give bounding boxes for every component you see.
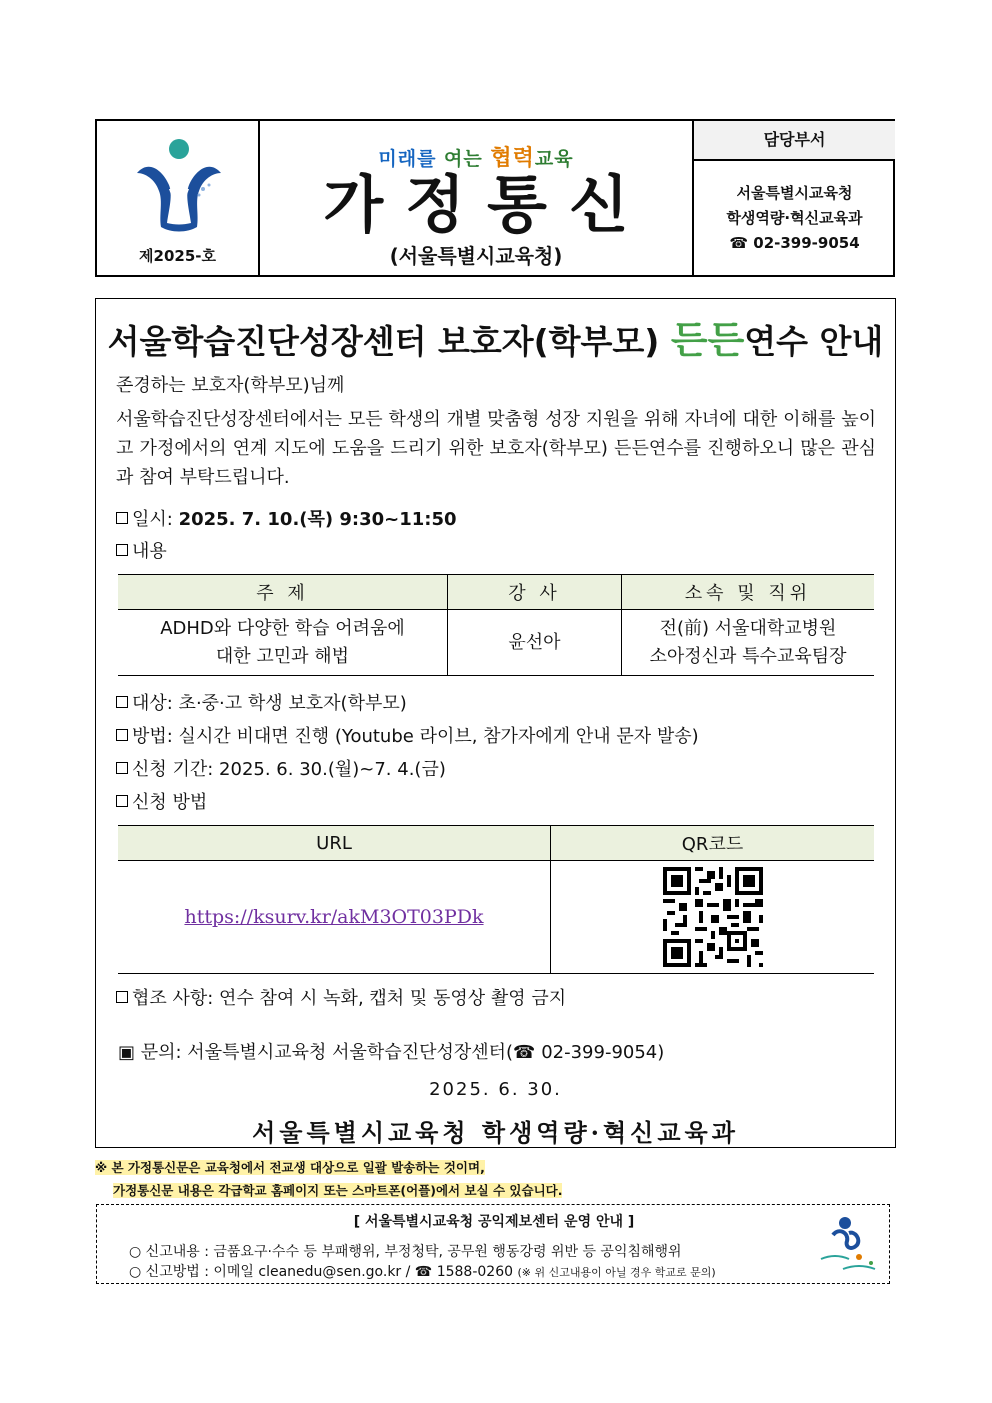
department-line1: 서울특별시교육청	[736, 184, 853, 202]
seoul-education-logo-icon	[129, 135, 229, 235]
table-row	[118, 610, 874, 676]
content-label-row: 내용	[116, 537, 167, 563]
whistleblower-title: [ 서울특별시교육청 공익제보센터 운영 안내 ]	[353, 1214, 635, 1230]
issuer-name: 서울특별시교육청 학생역량·혁신교육과	[252, 1118, 739, 1147]
method-row: 방법: 실시간 비대면 진행 (Youtube 라이브, 참가자에게 안내 문자 발송)	[116, 722, 699, 748]
checkbox-bullet-icon	[116, 696, 128, 708]
qr-cell	[551, 861, 875, 974]
application-url-link[interactable]: https://ksurv.kr/akM3OT03PDk	[184, 905, 484, 928]
checkbox-bullet-icon	[116, 544, 128, 556]
whistleblower-content: ○ 신고내용 : 금품요구·수수 등 부패행위, 부정청탁, 공무원 행동강령 위반 등 공익침해행위	[129, 1244, 682, 1260]
position-cell: 전(前) 서울대학교병원 소아정신과 특수교육팀장	[622, 610, 875, 676]
column-header-topic: 주 제	[118, 575, 448, 610]
telephone-icon: ☎	[414, 1264, 433, 1280]
table-row	[118, 861, 874, 974]
brand-mark: 든든	[670, 318, 745, 362]
issuing-organization: (서울특별시교육청)	[389, 244, 563, 268]
event-date: 2025. 7. 10.(목) 9:30~11:50	[178, 509, 457, 530]
column-header-position: 소속 및 직위	[622, 575, 875, 610]
newsletter-header	[95, 119, 895, 277]
speaker-cell: 윤선아	[448, 610, 622, 676]
telephone-icon: ☎	[729, 234, 749, 252]
footnote-line2: 가정통신문 내용은 각급학교 홈페이지 또는 스마트폰(어플)에서 보실 수 있습니다.	[113, 1183, 563, 1198]
header-title-cell	[260, 121, 692, 275]
whistleblower-notice	[96, 1204, 890, 1284]
issue-number: 제2025-호	[139, 247, 216, 265]
checkbox-bullet-icon	[116, 991, 128, 1003]
column-header-speaker: 강 사	[448, 575, 622, 610]
department-label: 담당부서	[694, 121, 895, 161]
page-title: 가정통신	[323, 168, 651, 241]
column-header-url: URL	[118, 826, 551, 861]
footnote	[95, 1156, 562, 1202]
url-cell	[118, 861, 551, 974]
intro-paragraph: 서울학습진단성장센터에서는 모든 학생의 개별 맞춤형 성장 지원을 위해 자녀에 대한 이해를 높이고 가정에서의 연계 지도에 도움을 드리기 위한 보호자(학부모) 든든연수를 진행하오니 많은 관심과 참여 부탁드립니다.	[116, 409, 876, 488]
date-row: 일시: 2025. 7. 10.(목) 9:30~11:50	[116, 505, 457, 531]
department-info	[694, 161, 895, 256]
department-phone: 02-399-9054	[753, 234, 860, 252]
checkbox-bullet-icon	[116, 762, 128, 774]
checkbox-bullet-icon	[116, 729, 128, 741]
apply-table	[118, 825, 874, 974]
whistleblower-method: ○ 신고방법 : 이메일 cleanedu@sen.go.kr / ☎ 1588-0260 (※ 위 신고내용이 아닐 경우 학교로 문의)	[129, 1264, 716, 1280]
apply-label-row: 신청 방법	[116, 788, 207, 814]
content-table	[118, 574, 874, 676]
topic-cell: ADHD와 다양한 학습 어려움에 대한 고민과 해법	[118, 610, 448, 676]
footnote-line1: ※ 본 가정통신문은 교육청에서 전교생 대상으로 일괄 발송하는 것이며,	[95, 1160, 485, 1175]
checkbox-bullet-icon	[116, 795, 128, 807]
issue-date: 2025. 6. 30.	[429, 1079, 562, 1100]
column-header-qr: QR코드	[551, 826, 875, 861]
notice-body	[95, 298, 896, 1148]
target-row: 대상: 초·중·고 학생 보호자(학부모)	[116, 689, 407, 715]
department-line2: 학생역량·혁신교육과	[726, 209, 863, 227]
qr-code-icon[interactable]	[663, 867, 763, 967]
period-row: 신청 기간: 2025. 6. 30.(월)~7. 4.(금)	[116, 755, 446, 781]
square-bullet-icon: ▣	[118, 1042, 136, 1063]
header-logo-cell	[97, 121, 260, 275]
greeting: 존경하는 보호자(학부모)님께	[116, 375, 345, 396]
slogan: 미래를 여는 협력교육	[378, 146, 574, 171]
cooperation-row: 협조 사항: 연수 참여 시 녹화, 캡처 및 동영상 촬영 금지	[116, 984, 566, 1010]
inquiry-row: ▣ 문의: 서울특별시교육청 서울학습진단성장센터(☎ 02-399-9054)	[118, 1042, 665, 1063]
checkbox-bullet-icon	[116, 512, 128, 524]
clean-education-mascot-icon	[815, 1213, 881, 1277]
header-department-cell	[692, 121, 895, 275]
notice-title: 서울학습진단성장센터 보호자(학부모) 든든연수 안내	[107, 318, 884, 362]
telephone-icon: ☎	[513, 1042, 536, 1063]
department-phone-row	[694, 231, 895, 256]
